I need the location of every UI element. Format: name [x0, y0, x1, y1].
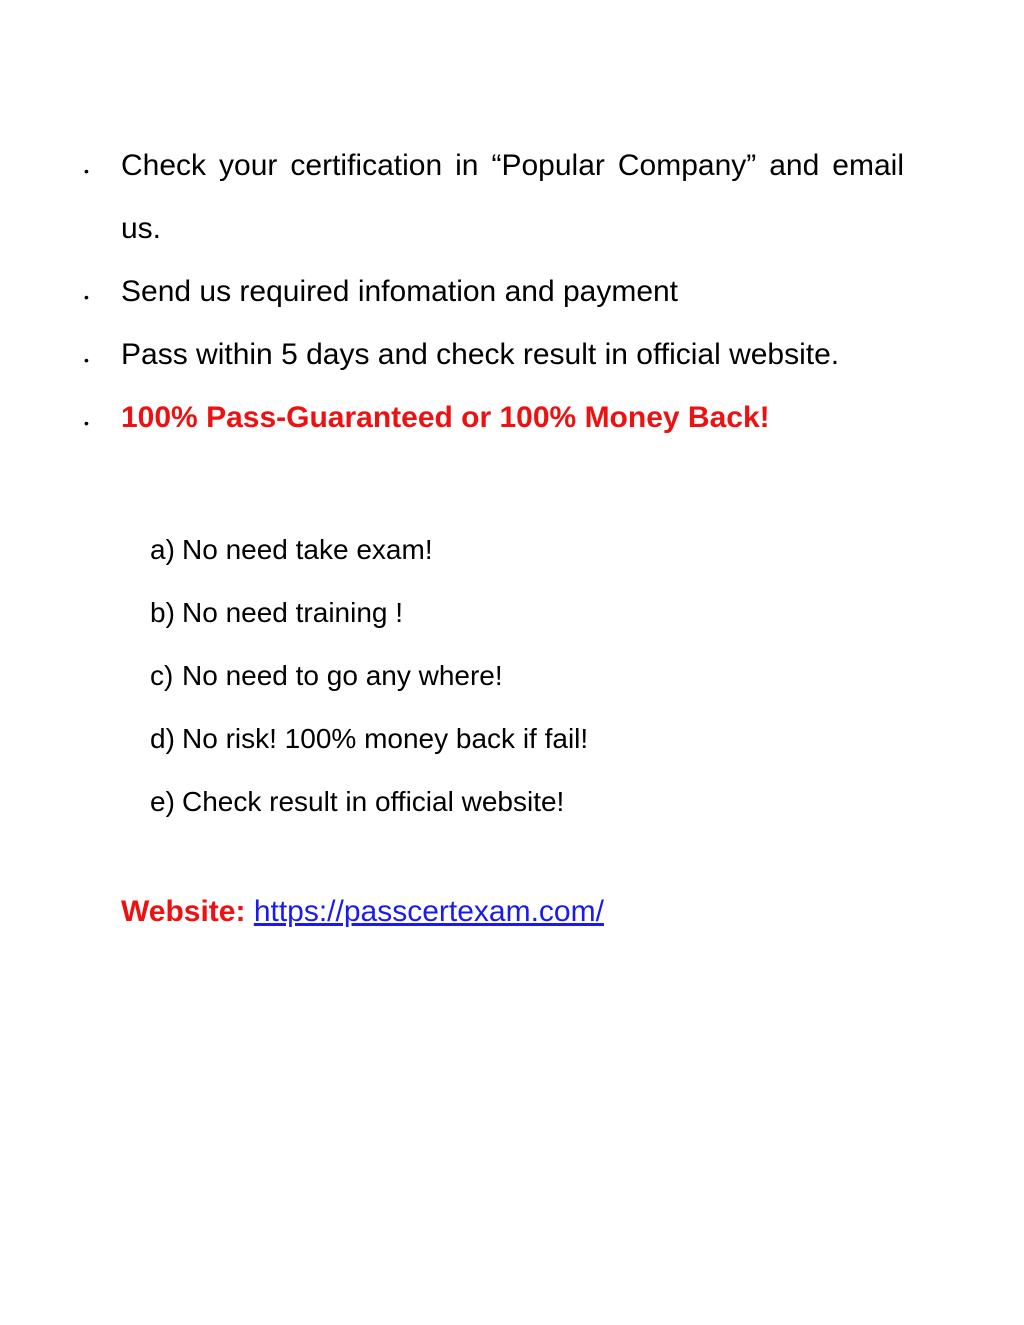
bullet-text: Check your certification in “Popular Company” and email us. [121, 149, 904, 245]
list-item [150, 518, 588, 581]
list-item [150, 707, 588, 770]
website-label: Website: [121, 895, 246, 928]
bullet-text: Send us required infomation and payment [121, 275, 679, 308]
list-item-text: No need training ! [182, 597, 404, 628]
benefits-list [150, 518, 588, 833]
website-line [121, 882, 604, 942]
list-marker: c) [150, 660, 174, 691]
bullet-text: Pass within 5 days and check result in official website. [121, 338, 840, 371]
list-item-text: No risk! 100% money back if fail! [182, 723, 589, 754]
list-marker: e) [150, 786, 175, 817]
list-item [150, 581, 588, 644]
list-item [84, 386, 904, 449]
bullet-marker: • [84, 289, 89, 305]
bullet-marker: • [84, 415, 89, 431]
list-item-text: No need to go any where! [182, 660, 503, 691]
list-marker: b) [150, 597, 175, 628]
list-marker: a) [150, 534, 175, 565]
list-marker: d) [150, 723, 175, 754]
list-item-text: No need take exam! [182, 534, 433, 565]
list-item [84, 134, 904, 260]
list-item [150, 770, 588, 833]
guarantee-text: 100% Pass-Guaranteed or 100% Money Back! [121, 401, 770, 434]
list-item [84, 260, 904, 323]
bullet-marker: • [84, 163, 89, 179]
bullet-list [84, 134, 904, 449]
list-item [84, 323, 904, 386]
bullet-marker: • [84, 352, 89, 368]
website-link[interactable]: https://passcertexam.com/ [253, 895, 604, 928]
list-item-text: Check result in official website! [182, 786, 565, 817]
list-item [150, 644, 588, 707]
